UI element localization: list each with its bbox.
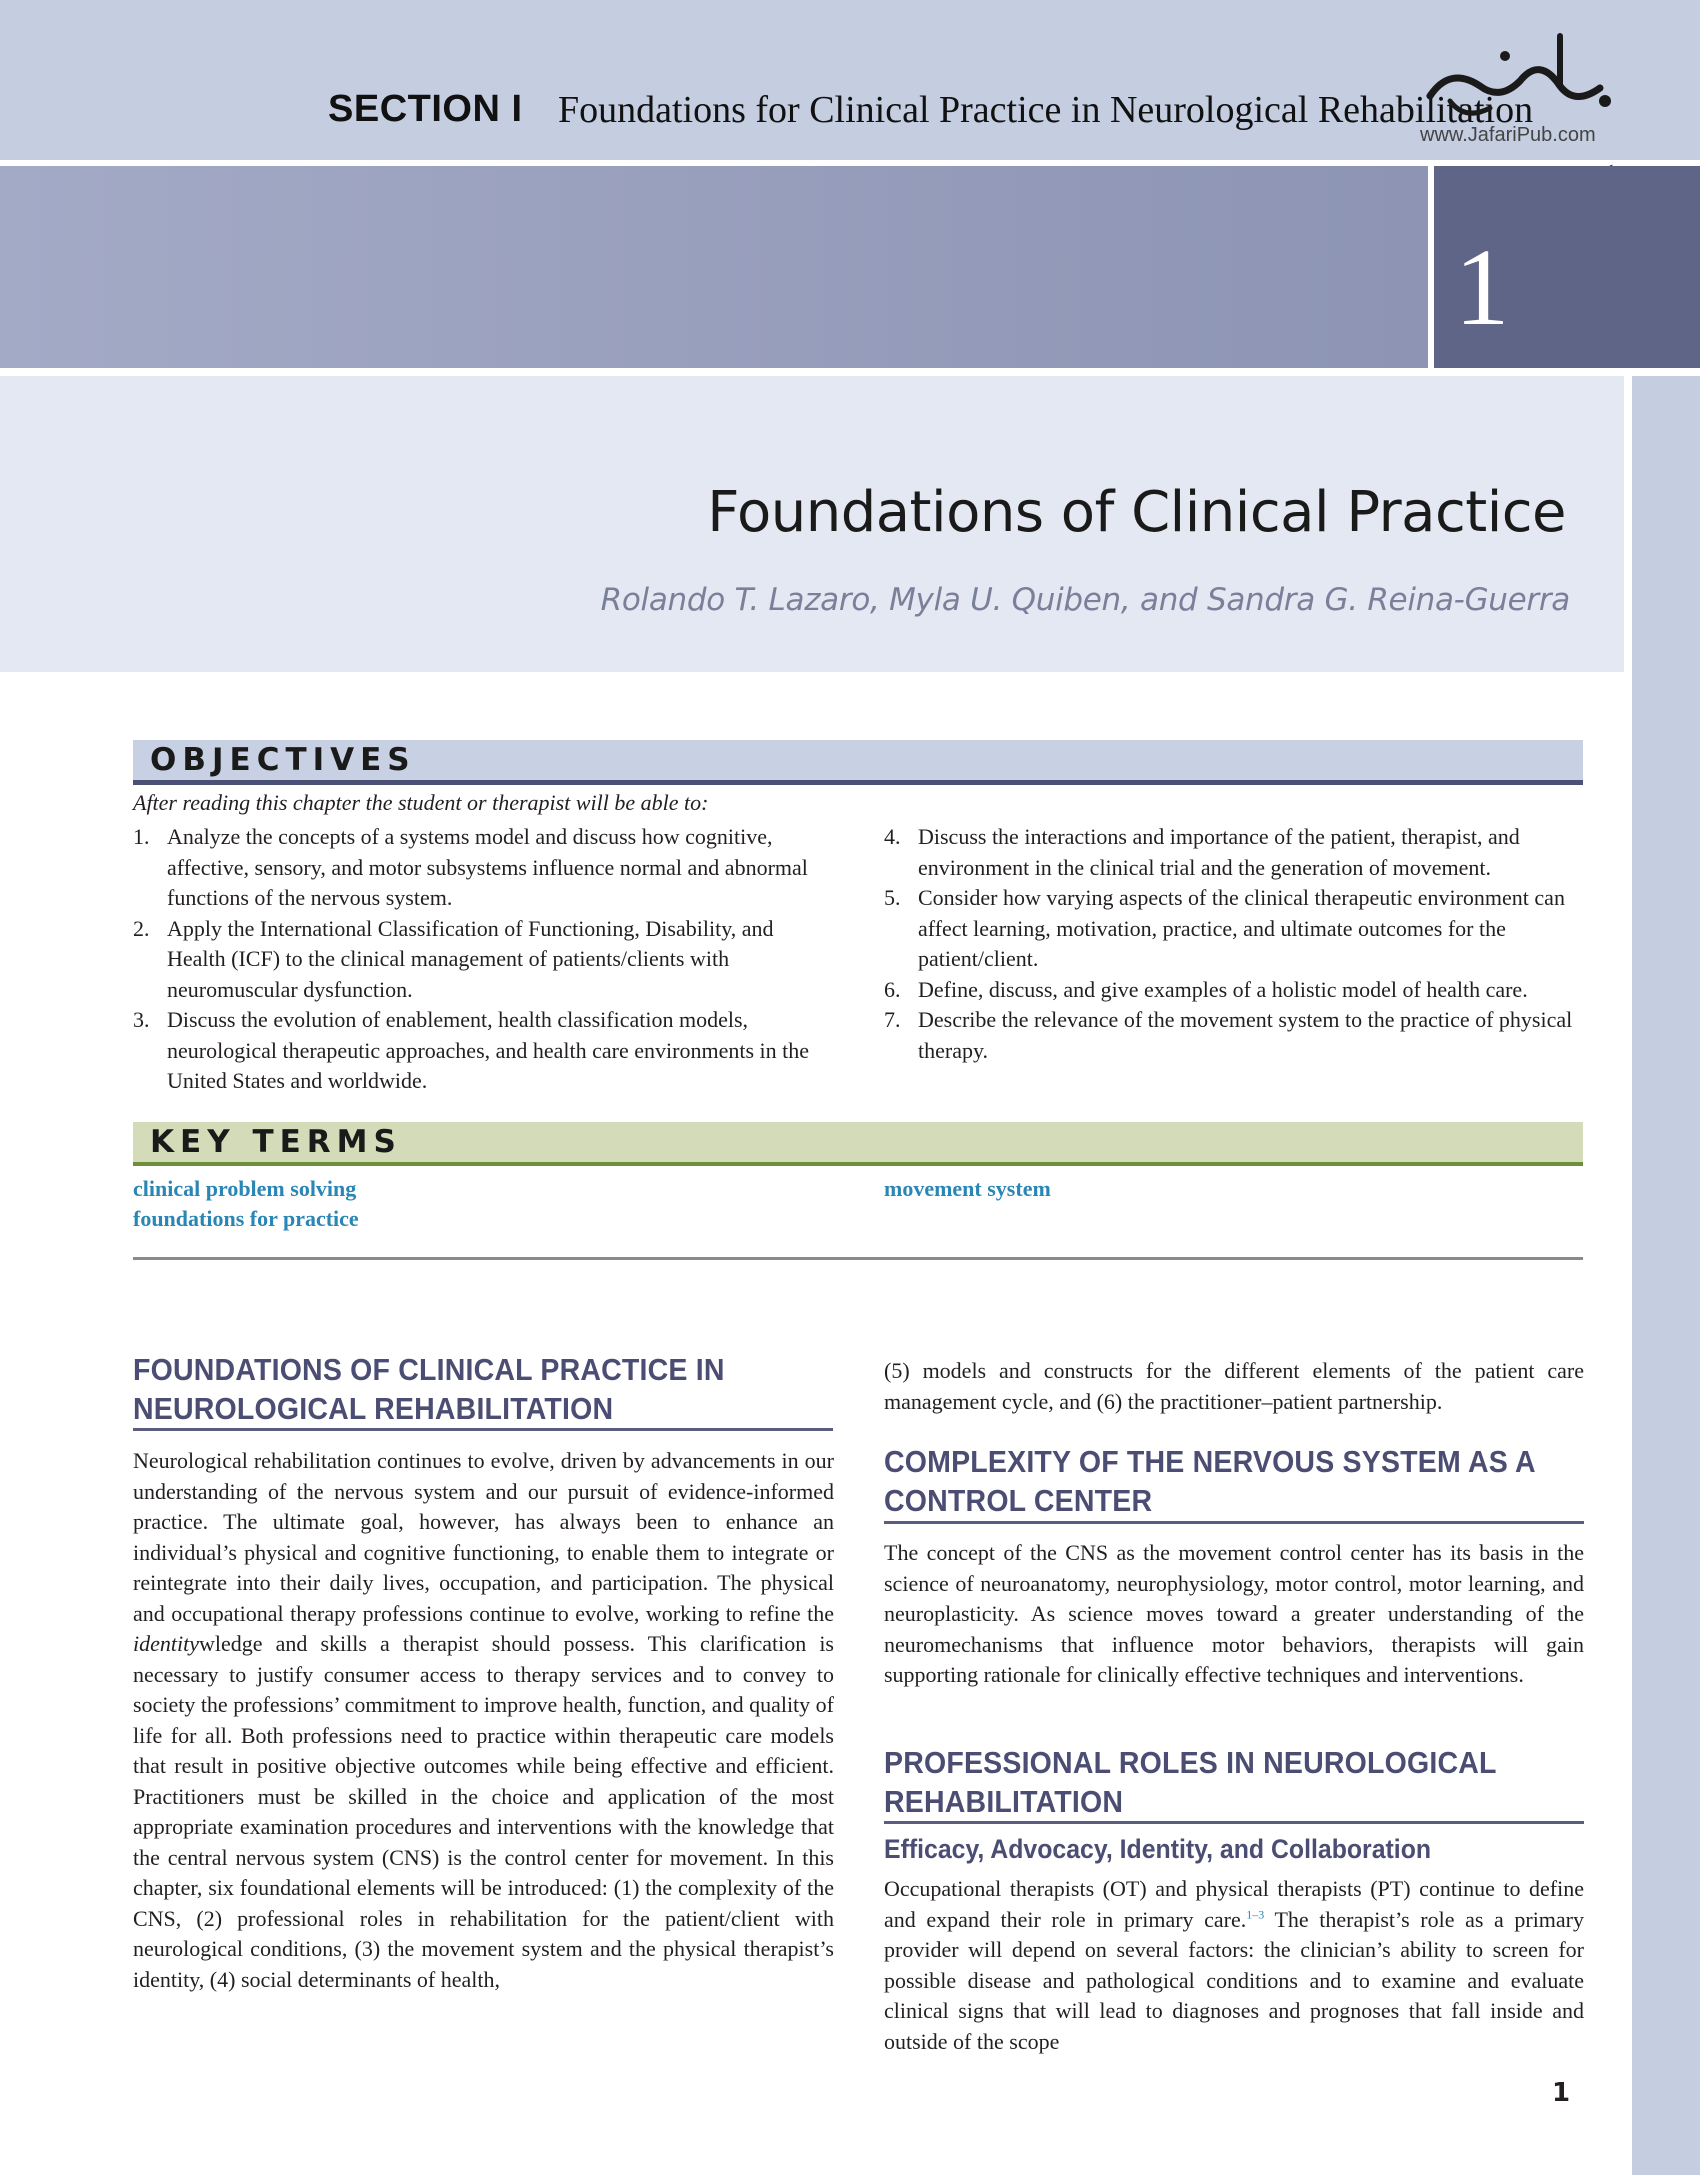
page-edge-strip <box>1632 376 1700 2175</box>
objective-item <box>884 1005 1589 1066</box>
publisher-logo-icon <box>1410 26 1620 176</box>
chapter-number: 1 <box>1454 226 1510 348</box>
objective-item <box>133 822 823 914</box>
objective-text: Analyze the concepts of a systems model and discuss how cognitive, affective, sensory, and motor subsystems influence normal and abnormal functions of the nervous system. <box>167 824 808 910</box>
emphasis-identity: identity <box>133 1631 199 1656</box>
objective-item <box>133 914 823 1006</box>
section-heading-roles: PROFESSIONAL ROLES IN NEUROLOGICAL REHABILITATION <box>884 1745 1497 1819</box>
citation-reference[interactable]: 1–3 <box>1246 1907 1265 1922</box>
key-term: foundations for practice <box>133 1206 359 1231</box>
key-terms-heading: KEY TERMS <box>150 1124 402 1160</box>
objective-text: Discuss the evolution of enablement, health classification models, neurological therapeutic approaches, and health care environments in the United States and worldwide. <box>167 1007 810 1093</box>
objective-text: Define, discuss, and give examples of a holistic model of health care. <box>918 976 1528 1002</box>
section-heading-foundations: FOUNDATIONS OF CLINICAL PRACTICE IN NEUROLOGICAL REHABILITATION <box>133 1352 725 1426</box>
paragraph-efficacy-part-a: Occupational therapists (OT) and physical therapists (PT) continue to define and expand their role in primary care. <box>884 1876 1584 1932</box>
objective-item <box>884 822 1589 883</box>
objectives-rule <box>133 780 1583 785</box>
paragraph-foundations <box>133 1446 834 1995</box>
chapter-title: Foundations of Clinical Practice <box>707 480 1566 545</box>
key-term: clinical problem solving <box>133 1176 357 1201</box>
objectives-list-left <box>133 822 823 1097</box>
key-terms-rule <box>133 1162 1583 1166</box>
publisher-logo-graphic <box>1410 26 1620 176</box>
objectives-list-right <box>884 822 1589 1066</box>
objective-item <box>884 975 1589 1006</box>
key-terms-bottom-rule <box>133 1257 1583 1260</box>
chapter-authors: Rolando T. Lazaro, Myla U. Quiben, and Sandra G. Reina-Guerra <box>600 582 1570 618</box>
objectives-heading: OBJECTIVES <box>150 742 416 778</box>
chapter-band-rule <box>0 368 1700 376</box>
objective-text: Describe the relevance of the movement system to the practice of physical therapy. <box>918 1007 1573 1063</box>
key-term: movement system <box>884 1176 1051 1201</box>
heading-rule <box>133 1428 833 1431</box>
objective-number: 2. <box>133 915 150 941</box>
paragraph-text: wledge and skills a therapist should possess. This clarification is necessary to justify consumer access to therapy services and to convey to society the professions’ commitment to improve health, function, and quality of life for all. Both professions need to practice within therapeutic care models that result in positive objective outcomes while being effective and efficient. Practitioners must be skilled in the choice and application of the most appropriate examination procedures and interventions with the knowledge that the central nervous system (CNS) is the control center for movement. In this chapter, six foundational elements will be introduced: (1) the complexity of the CNS, (2) professional roles in rehabilitation for the patient/client with neurological conditions, (3) the movement system and the physical therapist’s identity, (4) social determinants of health, <box>133 1631 834 1992</box>
section-label: SECTION I <box>328 88 523 130</box>
objective-text: Discuss the interactions and importance of the patient, therapist, and environment in the clinical trial and the generation of movement. <box>918 824 1520 880</box>
objective-number: 6. <box>884 976 901 1002</box>
objective-item <box>884 883 1589 975</box>
objective-number: 4. <box>884 824 901 849</box>
paragraph-efficacy <box>884 1874 1584 2057</box>
paragraph-continuation: (5) models and constructs for the different elements of the patient care management cycle, and (6) the practitioner–patient partnership. <box>884 1358 1584 1414</box>
heading-rule <box>884 1821 1584 1824</box>
objectives-intro: After reading this chapter the student or therapist will be able to: <box>133 790 709 815</box>
chapter-band <box>0 166 1428 368</box>
objective-number: 5. <box>884 885 901 910</box>
heading-rule <box>884 1521 1584 1524</box>
objective-number: 7. <box>884 1007 901 1032</box>
paragraph-text: Neurological rehabilitation continues to evolve, driven by advancements in our understanding of the nervous system and our pursuit of evidence-informed practice. The ultimate goal, however, has always been to enhance an individual’s physical and cognitive functioning, to enable them to integrate or reintegrate into their daily lives, occupation, and participation. The physical and occupational therapy professions continue to evolve, working to refine the <box>133 1448 834 1626</box>
section-title: Foundations for Clinical Practice in Neurological Rehabilitation <box>558 89 1534 131</box>
objective-text: Apply the International Classification of Functioning, Disability, and Health (ICF) to the clinical management of patients/clients with neuromuscular dysfunction. <box>167 915 774 1002</box>
paragraph-complexity: The concept of the CNS as the movement control center has its basis in the science of neuroanatomy, neurophysiology, motor control, motor learning, and neuroplasticity. As science moves toward a greater understanding of the neuromechanisms that influence motor behaviors, therapists will gain supporting rationale for clinically effective techniques and interventions. <box>884 1540 1584 1687</box>
objective-item <box>133 1005 823 1097</box>
page-number: 1 <box>1552 2078 1571 2108</box>
objective-number: 1. <box>133 824 150 849</box>
paragraph-efficacy-part-b: The therapist’s role as a primary provider will depend on several factors: the clinician’s ability to screen for possible disease and pathological conditions and to examine and evaluate clinical signs that will lead to diagnoses and prognoses that fall inside and outside of the scope <box>884 1906 1585 2054</box>
section-heading-complexity: COMPLEXITY OF THE NERVOUS SYSTEM AS A CONTROL CENTER <box>884 1444 1535 1518</box>
objective-number: 3. <box>133 1007 150 1032</box>
publisher-url: www.JafariPub.com <box>1420 124 1596 146</box>
objective-text: Consider how varying aspects of the clinical therapeutic environment can affect learning, motivation, practice, and ultimate outcomes for the patient/client. <box>918 885 1565 971</box>
subsection-heading-efficacy: Efficacy, Advocacy, Identity, and Collaboration <box>884 1834 1432 1864</box>
